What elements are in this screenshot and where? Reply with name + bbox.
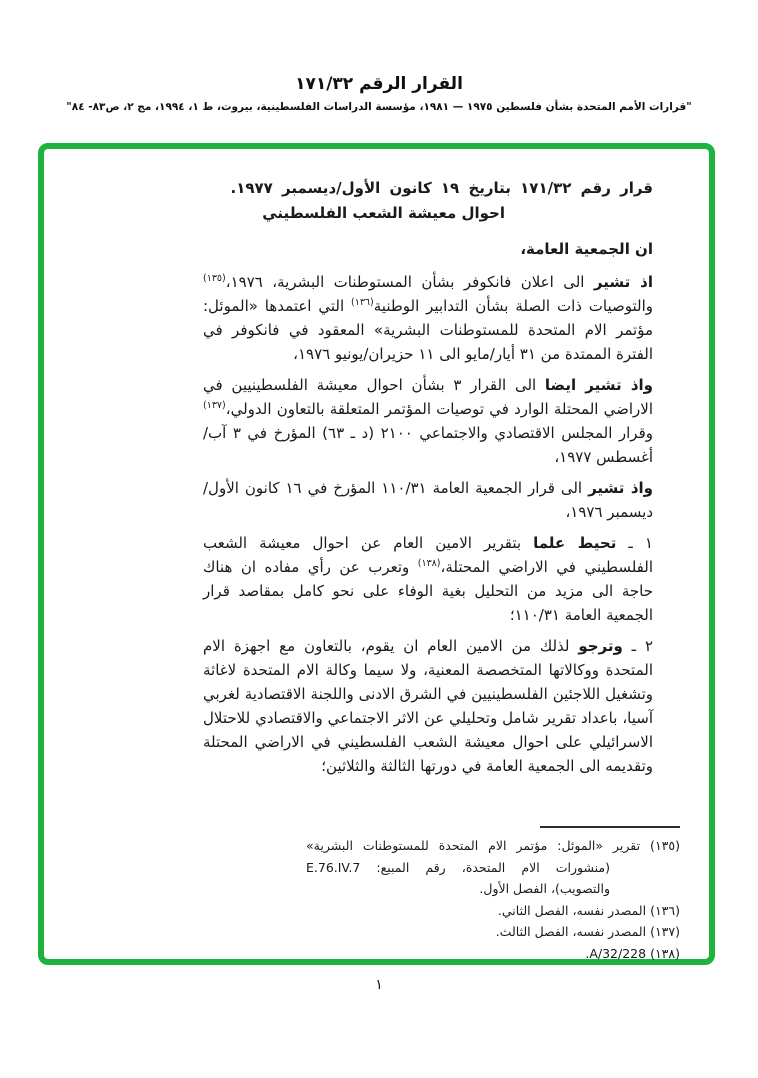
resolution-heading-line2: احوال معيشة الشعب الفلسطيني bbox=[262, 204, 505, 222]
paragraph-lead: وترجو bbox=[578, 637, 623, 655]
footnotes-block bbox=[306, 826, 680, 964]
resolution-text-column bbox=[203, 176, 653, 785]
footnote-label: (١٣٦) bbox=[646, 902, 680, 918]
footnote-text: تقرير «الموئل: مؤتمر الام المتحدة للمستوطنات البشرية» (منشورات الام المتحدة، رقم المبيع: E.76.IV.7 والتصويب)، الفصل الأول. bbox=[306, 838, 641, 896]
footnote-ref-138: (١٣٨) bbox=[417, 558, 441, 569]
paragraph-requests bbox=[203, 634, 653, 778]
footnote-label: (١٣٥) bbox=[640, 838, 680, 853]
preamble-intro: ان الجمعية العامة، bbox=[520, 240, 653, 258]
doc-title: القرار الرقم ١٧١/٣٢ bbox=[295, 74, 463, 94]
paragraph-number: ٢ ـ bbox=[622, 637, 653, 655]
doc-source-line: "قرارات الأمم المتحدة بشأن فلسطين ١٩٧٥ — ١٩٨١، مؤسسة الدراسات الفلسطينية، بيروت، ط ١، ١٩٩٤، مج ٢، ص٨٣- ٨٤" bbox=[66, 101, 692, 113]
footnote-ref-135: (١٣٥) bbox=[203, 273, 226, 284]
paragraph-lead: تحيط علما bbox=[533, 534, 617, 552]
paragraph-takes-note bbox=[203, 531, 653, 627]
paragraph-recall-vancouver bbox=[203, 270, 653, 366]
paragraph-text: الى قرار الجمعية العامة ١١٠/٣١ المؤرخ في ١٦ كانون الأول/ديسمبر ١٩٧٦، bbox=[203, 479, 653, 521]
footnote-text: المصدر نفسه، الفصل الثاني. bbox=[497, 902, 647, 918]
footnote-137 bbox=[306, 921, 680, 943]
doc-header bbox=[0, 74, 758, 113]
footnote-135 bbox=[306, 835, 680, 900]
resolution-heading-line1: قرار رقم ١٧١/٣٢ بتاريخ ١٩ كانون الأول/ديسمبر ١٩٧٧. bbox=[230, 179, 653, 197]
footnote-text: المصدر نفسه، الفصل الثالث. bbox=[495, 924, 647, 939]
paragraph-text: وقرار المجلس الاقتصادي والاجتماعي ٢١٠٠ (د ـ ٦٣) المؤرخ في ٣ آب/أغسطس ١٩٧٧، bbox=[203, 424, 653, 466]
paragraph-lead: اذ تشير bbox=[593, 273, 653, 291]
footnote-ref-137: (١٣٧) bbox=[203, 400, 226, 411]
paragraph-lead: واذ تشير ايضا bbox=[544, 376, 653, 394]
paragraph-text: بتقرير الامين العام عن احوال معيشة الشعب الفلسطيني في الاراضي المحتلة، bbox=[203, 534, 653, 576]
paragraph-text: وتعرب عن رأي مفاده ان هناك حاجة الى مزيد من التحليل بغية الوفاء على نحو كامل بمقاصد قرار الجمعية العامة ١١٠/٣١؛ bbox=[203, 558, 653, 624]
footnote-ref-136: (١٣٦) bbox=[351, 297, 374, 308]
paragraph-text: لذلك من الامين العام ان يقوم، بالتعاون مع اجهزة الام المتحدة ووكالاتها المتخصصة المعنية، ولا سيما وكالة الام المتحدة لاغاثة وتشغيل اللاجئين الفلسطينيين في الشرق الادنى واللجنة الاقتصادية لغربي آسيا، باعداد تقرير شامل وتحليلي عن الاثر الاجتماعي والاقتصادي للاحتلال الاسرائيلي على احوال معيشة الشعب الفلسطيني في الاراضي المحتلة وتقديمه الى الجمعية العامة في دورتها الثالثة والثلاثين؛ bbox=[203, 637, 653, 775]
paragraph-recall-ga-resolution bbox=[203, 476, 653, 524]
page-number: ١ bbox=[375, 977, 383, 993]
paragraph-recall-resolution3 bbox=[203, 373, 653, 469]
paragraph-text: التي اعتمدها «الموئل: مؤتمر الام المتحدة للمستوطنات البشرية» المعقود في فانكوفر في الفترة الممتدة من ٣١ أيار/مايو الى ١١ حزيران/يونيو ١٩٧٦، bbox=[203, 297, 653, 363]
paragraph-text: الى اعلان فانكوفر بشأن المستوطنات البشرية، ١٩٧٦، bbox=[225, 273, 594, 291]
footnote-label: (١٣٨) bbox=[646, 945, 680, 961]
footnote-separator bbox=[540, 826, 680, 828]
footnote-label: (١٣٧) bbox=[646, 924, 680, 939]
paragraph-text: الى القرار ٣ بشأن احوال معيشة الفلسطينيين في الاراضي المحتلة الوارد في توصيات المؤتمر المتعلقة بالتعاون الدولي، bbox=[203, 376, 653, 418]
paragraph-text: والتوصيات ذات الصلة بشأن التدابير الوطنية bbox=[373, 297, 654, 315]
footnote-text: A/32/228. bbox=[585, 945, 647, 961]
resolution-box bbox=[38, 143, 715, 965]
paragraph-lead: واذ تشير bbox=[588, 479, 653, 497]
footnote-138 bbox=[306, 943, 680, 965]
footnote-136 bbox=[306, 900, 680, 922]
paragraph-number: ١ ـ bbox=[616, 534, 653, 552]
